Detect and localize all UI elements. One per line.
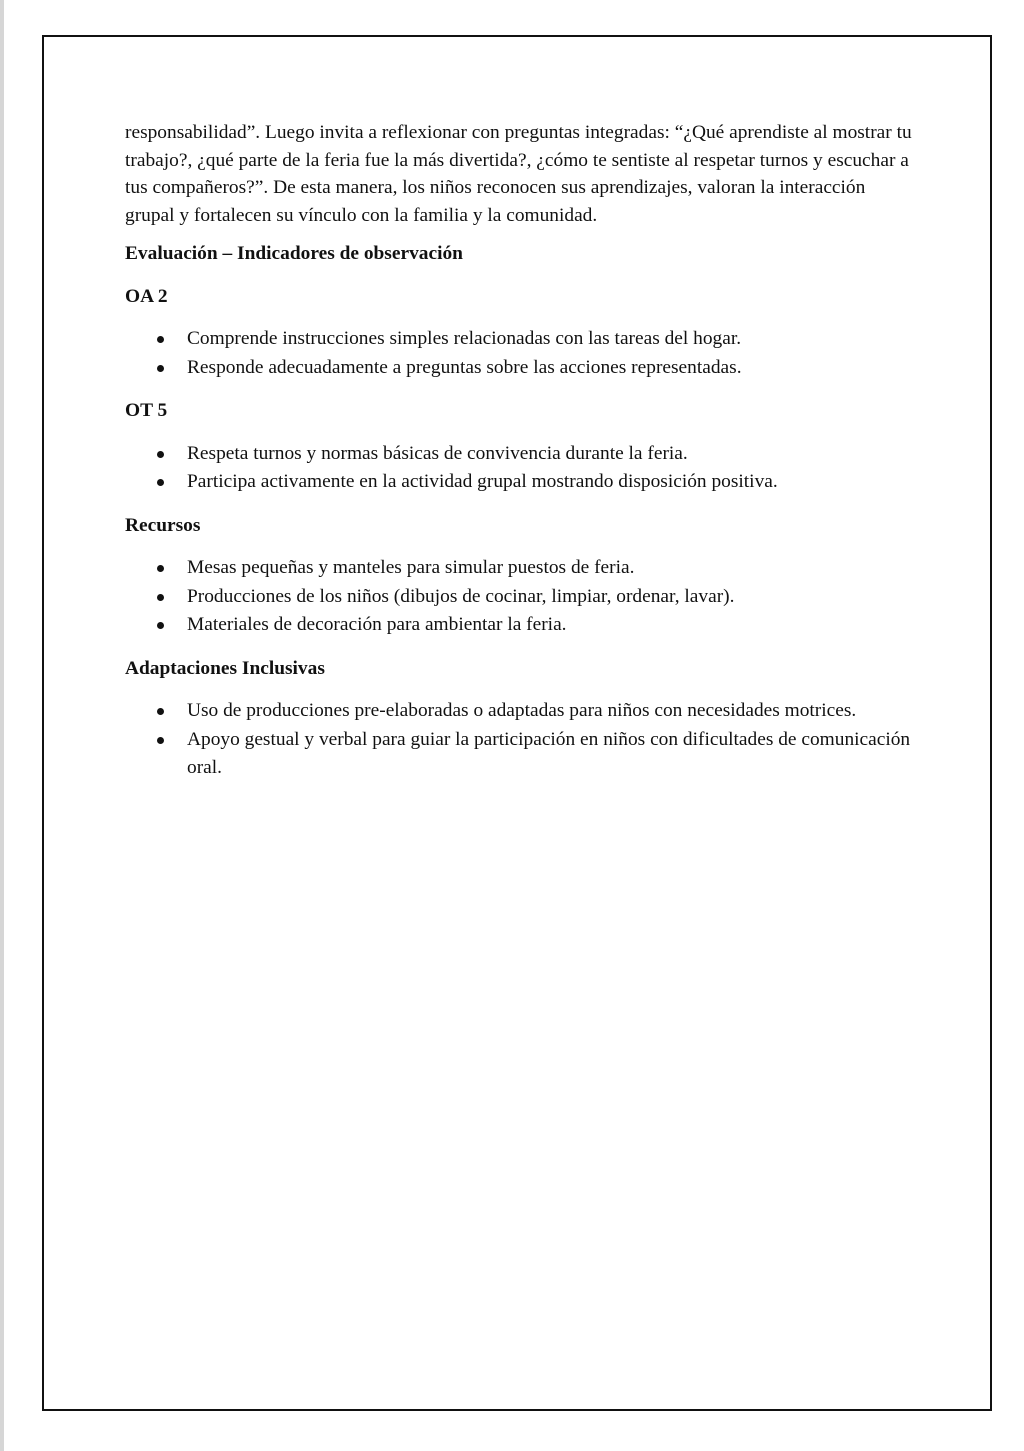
bullet-icon [157, 451, 164, 458]
list-item-text: Responde adecuadamente a preguntas sobre las acciones representadas. [187, 356, 742, 378]
list-item [187, 554, 915, 583]
page-edge-shadow [0, 0, 4, 1451]
ot5-heading: OT 5 [125, 400, 168, 421]
bullet-icon [157, 365, 164, 372]
bullet-icon [157, 737, 164, 744]
intro-paragraph: responsabilidad”. Luego invita a reflexionar con preguntas integradas: “¿Qué aprendiste al mostrar tu trabajo?, ¿qué parte de la feria fue la más divertida?, ¿cómo te sentiste al respetar turnos y escuchar a tus compañeros?”. De esta manera, los niños reconocen sus aprendizajes, valoran la interacción grupal y fortalecen su vínculo con la familia y la comunidad. [125, 122, 912, 226]
recursos-list [125, 554, 915, 640]
oa2-list [125, 325, 915, 382]
document-body [125, 119, 915, 798]
adaptaciones-list [125, 697, 915, 783]
list-item-text: Producciones de los niños (dibujos de cocinar, limpiar, ordenar, lavar). [187, 585, 735, 607]
list-item [187, 468, 915, 497]
adaptaciones-heading: Adaptaciones Inclusivas [125, 657, 325, 679]
list-item-text: Mesas pequeñas y manteles para simular puestos de feria. [187, 557, 635, 578]
list-item [187, 583, 915, 612]
list-item-text: Apoyo gestual y verbal para guiar la participación en niños con dificultades de comunicación oral. [187, 728, 911, 778]
list-item [187, 726, 915, 783]
bullet-icon [157, 565, 164, 572]
bullet-icon [157, 336, 164, 343]
list-item [187, 697, 915, 726]
bullet-icon [157, 594, 164, 601]
list-item [187, 354, 915, 383]
list-item-text: Materiales de decoración para ambientar la feria. [187, 614, 567, 635]
bullet-icon [157, 708, 164, 715]
oa2-heading: OA 2 [125, 285, 168, 307]
list-item-text: Comprende instrucciones simples relacionadas con las tareas del hogar. [187, 328, 742, 349]
bullet-icon [157, 622, 164, 629]
list-item [187, 611, 915, 640]
recursos-heading: Recursos [125, 514, 201, 536]
list-item [187, 325, 915, 354]
list-item [187, 440, 915, 469]
list-item-text: Uso de producciones pre-elaboradas o adaptadas para niños con necesidades motrices. [187, 700, 857, 721]
bullet-icon [157, 479, 164, 486]
list-item-text: Respeta turnos y normas básicas de convivencia durante la feria. [187, 442, 688, 464]
evaluation-heading: Evaluación – Indicadores de observación [125, 243, 463, 264]
ot5-list [125, 440, 915, 497]
list-item-text: Participa activamente en la actividad grupal mostrando disposición positiva. [187, 471, 778, 492]
